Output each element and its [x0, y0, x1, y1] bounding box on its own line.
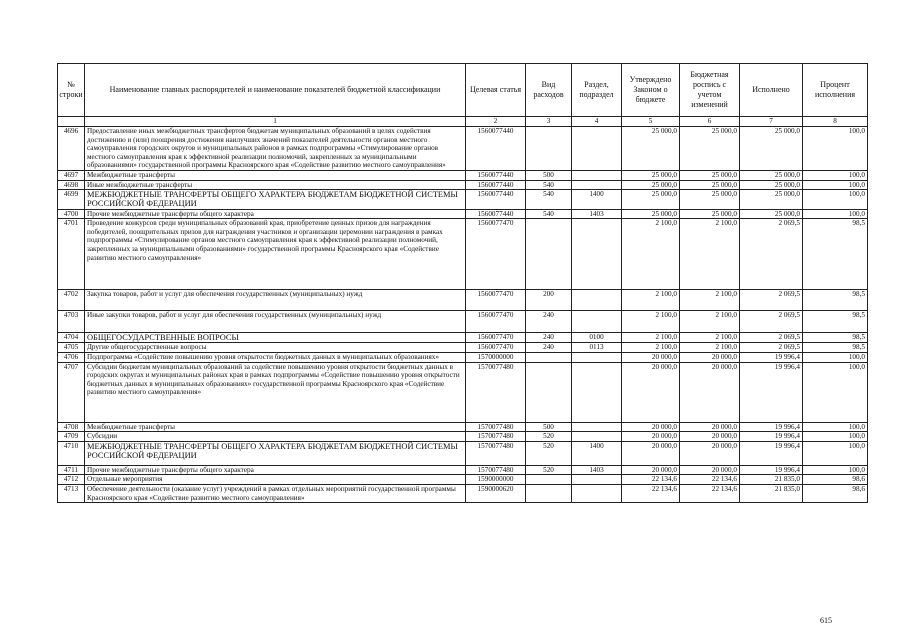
table-row	[58, 465, 868, 475]
row-target-article: 1570000000	[466, 352, 526, 362]
row-expense-type: 500	[526, 422, 572, 432]
table-row	[58, 475, 868, 485]
row-target-article: 1560077470	[466, 343, 526, 353]
row-executed: 19 996,4	[740, 362, 803, 422]
row-approved: 20 000,0	[622, 441, 680, 465]
row-number: 4712	[58, 475, 85, 485]
row-number: 4708	[58, 422, 85, 432]
table-row	[58, 362, 868, 422]
row-target-article: 1570077480	[466, 465, 526, 475]
row-percent: 98,6	[803, 484, 868, 502]
row-section	[572, 180, 622, 190]
table-row	[58, 170, 868, 180]
row-percent: 100,0	[803, 170, 868, 180]
row-section	[572, 422, 622, 432]
row-expense-type	[526, 352, 572, 362]
table-row	[58, 432, 868, 442]
row-budget-list: 25 000,0	[680, 127, 740, 171]
column-number: 8	[803, 117, 868, 127]
row-approved: 2 100,0	[622, 219, 680, 290]
row-approved: 25 000,0	[622, 170, 680, 180]
row-budget-list: 22 134,6	[680, 484, 740, 502]
column-number: 3	[526, 117, 572, 127]
row-expense-type: 240	[526, 311, 572, 333]
row-number: 4709	[58, 432, 85, 442]
row-number: 4705	[58, 343, 85, 353]
table-body	[58, 127, 868, 503]
row-section	[572, 290, 622, 311]
row-name: Прочие межбюджетные трансферты общего характера	[85, 209, 466, 219]
row-approved: 25 000,0	[622, 190, 680, 209]
row-name: Иные межбюджетные трансферты	[85, 180, 466, 190]
row-budget-list: 2 100,0	[680, 343, 740, 353]
header-exp-type: Вид расходов	[526, 64, 572, 117]
row-approved: 20 000,0	[622, 465, 680, 475]
column-number: 7	[740, 117, 803, 127]
row-percent: 98,5	[803, 343, 868, 353]
row-executed: 2 069,5	[740, 333, 803, 343]
row-executed: 19 996,4	[740, 465, 803, 475]
row-percent: 100,0	[803, 441, 868, 465]
row-section: 0113	[572, 343, 622, 353]
row-budget-list: 20 000,0	[680, 422, 740, 432]
row-approved: 20 000,0	[622, 362, 680, 422]
row-executed: 25 000,0	[740, 127, 803, 171]
header-executed: Исполнено	[740, 64, 803, 117]
row-number: 4699	[58, 190, 85, 209]
row-executed: 19 996,4	[740, 441, 803, 465]
table-row	[58, 333, 868, 343]
row-executed: 25 000,0	[740, 209, 803, 219]
row-percent: 98,5	[803, 333, 868, 343]
row-name: Прочие межбюджетные трансферты общего характера	[85, 465, 466, 475]
header-target: Целевая статья	[466, 64, 526, 117]
row-approved: 2 100,0	[622, 333, 680, 343]
row-number: 4696	[58, 127, 85, 171]
row-expense-type	[526, 127, 572, 171]
row-percent: 100,0	[803, 465, 868, 475]
table-row	[58, 352, 868, 362]
row-budget-list: 25 000,0	[680, 180, 740, 190]
row-executed: 21 835,0	[740, 475, 803, 485]
page-number: 615	[820, 616, 832, 625]
row-approved: 22 134,6	[622, 484, 680, 502]
row-target-article: 1560077470	[466, 333, 526, 343]
row-expense-type: 240	[526, 333, 572, 343]
row-section	[572, 362, 622, 422]
row-expense-type: 500	[526, 170, 572, 180]
column-number: 4	[572, 117, 622, 127]
row-approved: 20 000,0	[622, 352, 680, 362]
row-expense-type: 200	[526, 290, 572, 311]
row-number: 4703	[58, 311, 85, 333]
header-row-no: № строки	[58, 64, 85, 117]
row-executed: 2 069,5	[740, 219, 803, 290]
row-executed: 25 000,0	[740, 170, 803, 180]
table-row	[58, 441, 868, 465]
row-number: 4704	[58, 333, 85, 343]
row-name: Иные закупки товаров, работ и услуг для обеспечения государственных (муниципальных) нужд	[85, 311, 466, 333]
row-section: 1400	[572, 441, 622, 465]
row-percent: 98,5	[803, 311, 868, 333]
row-percent: 98,5	[803, 219, 868, 290]
row-name: МЕЖБЮДЖЕТНЫЕ ТРАНСФЕРТЫ ОБЩЕГО ХАРАКТЕРА БЮДЖЕТАМ БЮДЖЕТНОЙ СИСТЕМЫ РОССИЙСКОЙ ФЕДЕРАЦИИ	[85, 190, 466, 209]
column-number-blank	[58, 117, 85, 127]
row-target-article: 1590000000	[466, 475, 526, 485]
table-row	[58, 290, 868, 311]
row-expense-type: 240	[526, 343, 572, 353]
row-name: Предоставление иных межбюджетных трансфертов бюджетам муниципальных образований в целях содействия достижению и (или) поощрения достижения наилучших значений показателей деятельности органов местного самоуправления городских округов и муниципальных районов в рамках подпрограммы «Стимулирование органов местного самоуправления края к эффективной реализации полномочий, закрепленных за муниципальными образованиями» государственной программы Красноярского края «Содействие развитию местного самоуправления»	[85, 127, 466, 171]
row-budget-list: 2 100,0	[680, 290, 740, 311]
row-expense-type: 540	[526, 180, 572, 190]
row-name: Обеспечение деятельности (оказание услуг) учреждений в рамках отдельных мероприятий государственной программы Красноярского края «Содействие развитию местного самоуправления»	[85, 484, 466, 502]
row-executed: 25 000,0	[740, 180, 803, 190]
row-percent: 100,0	[803, 180, 868, 190]
row-expense-type: 520	[526, 432, 572, 442]
table-row	[58, 219, 868, 290]
row-budget-list: 20 000,0	[680, 465, 740, 475]
row-budget-list: 25 000,0	[680, 209, 740, 219]
row-percent: 100,0	[803, 362, 868, 422]
column-numbers-row	[58, 117, 868, 127]
row-number: 4710	[58, 441, 85, 465]
row-section: 1400	[572, 190, 622, 209]
row-section	[572, 170, 622, 180]
row-percent: 98,5	[803, 290, 868, 311]
header-percent: Процент исполнения	[803, 64, 868, 117]
table-row	[58, 484, 868, 502]
row-target-article: 1570077480	[466, 441, 526, 465]
row-name: Проведение конкурсов среди муниципальных образований края, приобретение ценных призов для награждения победителей, поощрительных призов для награждения участников и организации церемонии награждения в рамках подпрограммы «Стимулирование органов местного самоуправления края к эффективной реализации полномочий, закрепленных за муниципальными образованиями» государственной программы Красноярского края «Содействие развитию местного самоуправления»	[85, 219, 466, 290]
row-name: МЕЖБЮДЖЕТНЫЕ ТРАНСФЕРТЫ ОБЩЕГО ХАРАКТЕРА БЮДЖЕТАМ БЮДЖЕТНОЙ СИСТЕМЫ РОССИЙСКОЙ ФЕДЕРАЦИИ	[85, 441, 466, 465]
row-number: 4707	[58, 362, 85, 422]
row-name: Субсидии бюджетам муниципальных образований за содействие повышению уровня открытости бюджетных данных в городских округах и муниципальных районах края в рамках подпрограммы «Содействие повышению уровня открытости бюджетных данных в муниципальных образованиях» государственной программы Красноярского края «Содействие развитию местного самоуправления»	[85, 362, 466, 422]
row-expense-type: 520	[526, 441, 572, 465]
header-section: Раздел, подраздел	[572, 64, 622, 117]
row-section	[572, 219, 622, 290]
row-expense-type: 520	[526, 465, 572, 475]
row-target-article: 1570077480	[466, 432, 526, 442]
row-percent: 100,0	[803, 422, 868, 432]
row-number: 4711	[58, 465, 85, 475]
row-section	[572, 127, 622, 171]
table-row	[58, 209, 868, 219]
row-expense-type	[526, 219, 572, 290]
table-header-row	[58, 64, 868, 117]
row-budget-list: 2 100,0	[680, 311, 740, 333]
row-executed: 21 835,0	[740, 484, 803, 502]
row-percent: 100,0	[803, 127, 868, 171]
table-row	[58, 127, 868, 171]
row-budget-list: 20 000,0	[680, 441, 740, 465]
column-number: 1	[85, 117, 466, 127]
row-name: Другие общегосударственные вопросы	[85, 343, 466, 353]
table-row	[58, 190, 868, 209]
row-executed: 2 069,5	[740, 311, 803, 333]
row-executed: 2 069,5	[740, 290, 803, 311]
row-target-article: 1560077440	[466, 127, 526, 171]
table-row	[58, 180, 868, 190]
row-name: Подпрограмма «Содействие повышению уровня открытости бюджетных данных в муниципальных образованиях»	[85, 352, 466, 362]
row-approved: 22 134,6	[622, 475, 680, 485]
row-number: 4698	[58, 180, 85, 190]
column-number: 6	[680, 117, 740, 127]
row-percent: 98,6	[803, 475, 868, 485]
row-executed: 2 069,5	[740, 343, 803, 353]
row-approved: 20 000,0	[622, 422, 680, 432]
row-name: Субсидии	[85, 432, 466, 442]
row-budget-list: 2 100,0	[680, 333, 740, 343]
row-expense-type	[526, 362, 572, 422]
row-approved: 25 000,0	[622, 209, 680, 219]
row-percent: 100,0	[803, 432, 868, 442]
row-executed: 19 996,4	[740, 352, 803, 362]
row-expense-type: 540	[526, 209, 572, 219]
row-section	[572, 432, 622, 442]
row-name: Межбюджетные трансферты	[85, 170, 466, 180]
row-approved: 2 100,0	[622, 290, 680, 311]
row-target-article: 1560077470	[466, 290, 526, 311]
row-name: Межбюджетные трансферты	[85, 422, 466, 432]
header-name: Наименование главных распорядителей и наименование показателей бюджетной классификации	[85, 64, 466, 117]
row-number: 4697	[58, 170, 85, 180]
table-row	[58, 422, 868, 432]
column-number: 5	[622, 117, 680, 127]
row-target-article: 1560077440	[466, 180, 526, 190]
row-name: ОБЩЕГОСУДАРСТВЕННЫЕ ВОПРОСЫ	[85, 333, 466, 343]
row-number: 4702	[58, 290, 85, 311]
table-row	[58, 311, 868, 333]
row-executed: 19 996,4	[740, 432, 803, 442]
row-approved: 2 100,0	[622, 343, 680, 353]
row-expense-type: 540	[526, 190, 572, 209]
row-budget-list: 25 000,0	[680, 190, 740, 209]
row-budget-list: 2 100,0	[680, 219, 740, 290]
row-section	[572, 484, 622, 502]
row-budget-list: 25 000,0	[680, 170, 740, 180]
header-approved: Утверждено Законом о бюджете	[622, 64, 680, 117]
row-budget-list: 22 134,6	[680, 475, 740, 485]
row-expense-type	[526, 475, 572, 485]
row-name: Закупка товаров, работ и услуг для обеспечения государственных (муниципальных) нужд	[85, 290, 466, 311]
row-percent: 100,0	[803, 209, 868, 219]
row-target-article: 1570077480	[466, 362, 526, 422]
row-target-article: 1560077440	[466, 170, 526, 180]
row-target-article: 1560077470	[466, 311, 526, 333]
row-section: 1403	[572, 209, 622, 219]
row-approved: 2 100,0	[622, 311, 680, 333]
row-budget-list: 20 000,0	[680, 432, 740, 442]
row-number: 4700	[58, 209, 85, 219]
table-row	[58, 343, 868, 353]
row-executed: 25 000,0	[740, 190, 803, 209]
row-budget-list: 20 000,0	[680, 362, 740, 422]
row-number: 4706	[58, 352, 85, 362]
row-number: 4713	[58, 484, 85, 502]
row-target-article: 1560077470	[466, 219, 526, 290]
row-approved: 25 000,0	[622, 127, 680, 171]
row-percent: 100,0	[803, 190, 868, 209]
budget-table	[57, 63, 868, 503]
column-number: 2	[466, 117, 526, 127]
row-section	[572, 352, 622, 362]
row-section	[572, 311, 622, 333]
row-section	[572, 475, 622, 485]
row-section: 0100	[572, 333, 622, 343]
row-number: 4701	[58, 219, 85, 290]
row-percent: 100,0	[803, 352, 868, 362]
row-expense-type	[526, 484, 572, 502]
row-executed: 19 996,4	[740, 422, 803, 432]
row-target-article: 1570077480	[466, 422, 526, 432]
row-section: 1403	[572, 465, 622, 475]
row-approved: 20 000,0	[622, 432, 680, 442]
row-target-article: 1560077440	[466, 190, 526, 209]
row-name: Отдельные мероприятия	[85, 475, 466, 485]
row-approved: 25 000,0	[622, 180, 680, 190]
row-budget-list: 20 000,0	[680, 352, 740, 362]
row-target-article: 1560077440	[466, 209, 526, 219]
header-budget-list: Бюджетная роспись с учетом изменений	[680, 64, 740, 117]
row-target-article: 1590000620	[466, 484, 526, 502]
